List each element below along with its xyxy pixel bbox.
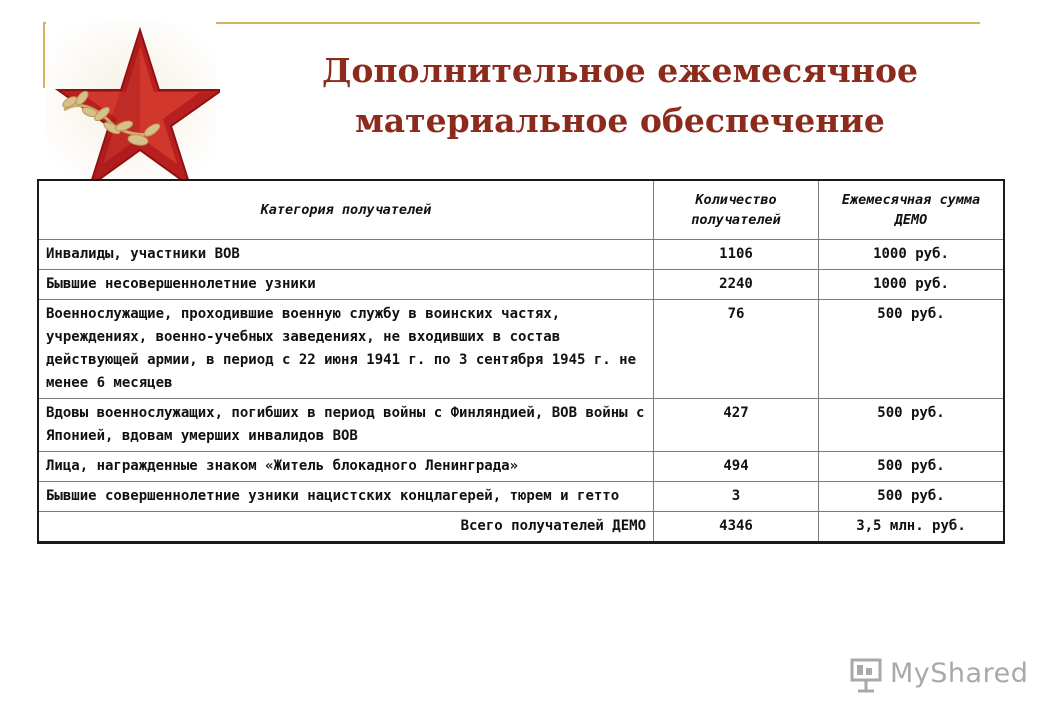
cell-sum: 1000 руб. (819, 240, 1005, 270)
presentation-board-icon (846, 656, 884, 694)
red-star-icon (40, 22, 220, 184)
cell-count: 76 (654, 300, 819, 399)
table-row (38, 270, 1004, 300)
cell-count: 494 (654, 452, 819, 482)
header-category: Категория получателей (38, 180, 654, 240)
table-total-row (38, 512, 1004, 543)
table-header-row (38, 180, 1004, 240)
watermark-text: MyShared (890, 658, 1029, 689)
slide-title (250, 46, 990, 146)
header-count: Количество получателей (654, 180, 819, 240)
table-row (38, 240, 1004, 270)
cell-category: Военнослужащие, проходившие военную службу в воинских частях, учреждениях, военно-учебных заведениях, не входивших в состав действующей армии, в период с 22 июня 1941 г. по 3 сентября 1945 г. не менее 6 месяцев (38, 300, 654, 399)
table-row (38, 452, 1004, 482)
cell-count: 3 (654, 482, 819, 512)
total-label: Всего получателей ДЕМО (38, 512, 654, 543)
cell-category: Лица, награжденные знаком «Житель блокадного Ленинграда» (38, 452, 654, 482)
total-count: 4346 (654, 512, 819, 543)
recipients-table (37, 179, 1005, 544)
header-monthly-sum: Ежемесячная сумма ДЕМО (819, 180, 1005, 240)
cell-count: 427 (654, 399, 819, 452)
slide-title-line-2: материальное обеспечение (355, 101, 885, 140)
cell-category: Бывшие несовершеннолетние узники (38, 270, 654, 300)
cell-sum: 500 руб. (819, 452, 1005, 482)
slide-title-line-1: Дополнительное ежемесячное (322, 51, 918, 90)
cell-sum: 500 руб. (819, 399, 1005, 452)
table-row (38, 482, 1004, 512)
table-row (38, 399, 1004, 452)
cell-count: 1106 (654, 240, 819, 270)
table-row (38, 300, 1004, 399)
cell-sum: 500 руб. (819, 482, 1005, 512)
cell-category: Инвалиды, участники ВОВ (38, 240, 654, 270)
cell-category: Вдовы военнослужащих, погибших в период войны с Финляндией, ВОВ войны с Японией, вдовам умерших инвалидов ВОВ (38, 399, 654, 452)
cell-category: Бывшие совершеннолетние узники нацистских концлагерей, тюрем и гетто (38, 482, 654, 512)
total-sum: 3,5 млн. руб. (819, 512, 1005, 543)
watermark (846, 656, 1029, 696)
cell-sum: 500 руб. (819, 300, 1005, 399)
cell-count: 2240 (654, 270, 819, 300)
cell-sum: 1000 руб. (819, 270, 1005, 300)
